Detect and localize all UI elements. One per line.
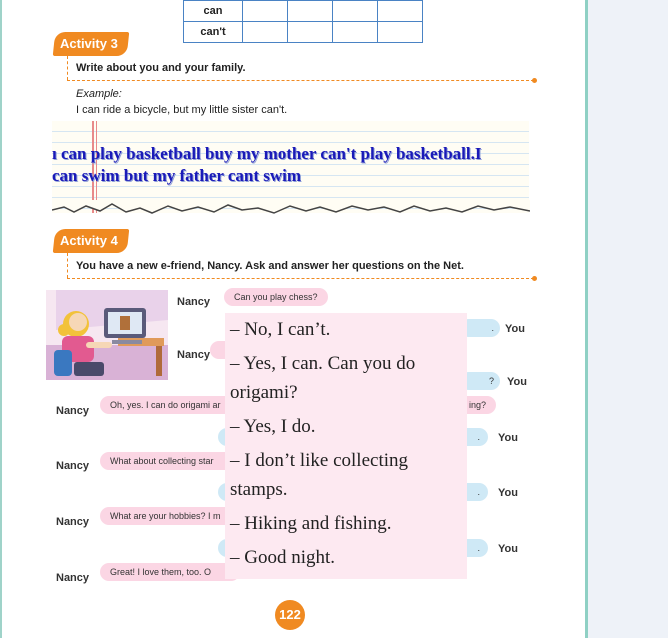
nancy-message-tail: ing? [468, 400, 486, 410]
speaker-you: You [498, 432, 518, 444]
reply-end-mark: ? [488, 376, 494, 386]
activity-3-tab-label: Activity 3 [60, 36, 118, 51]
table-cell [378, 22, 423, 43]
page-number: 122 [275, 600, 305, 630]
speaker-nancy: Nancy [56, 405, 90, 417]
reply-end-mark: . [477, 432, 480, 442]
answer-option[interactable]: – Hiking and fishing. [230, 513, 392, 534]
answer-option[interactable]: – I don’t like collecting stamps. [230, 450, 408, 500]
speaker-nancy: Nancy [56, 516, 90, 528]
table-cell [243, 22, 288, 43]
table-row [184, 22, 423, 43]
activity-3-tab [53, 32, 129, 56]
example-label: Example: [76, 88, 122, 100]
speaker-nancy: Nancy [56, 460, 90, 472]
table-row [184, 1, 423, 22]
right-side-panel [588, 0, 668, 638]
dashed-divider [67, 80, 534, 81]
dashed-divider [67, 278, 534, 279]
speaker-you: You [507, 376, 527, 388]
activity-3-instruction: Write about you and your family. [76, 62, 246, 74]
speaker-you: You [498, 543, 518, 555]
girl-at-computer-illustration [46, 290, 168, 380]
table-cell [288, 22, 333, 43]
handwritten-line: can swim but my father cant swim [52, 166, 302, 185]
answers-list [225, 315, 467, 572]
nancy-message: Great! I love them, too. O [100, 563, 240, 581]
nancy-message-text: Oh, yes. I can do origami ar [110, 400, 221, 410]
activity-4-instruction: You have a new e-friend, Nancy. Ask and answer her questions on the Net. [76, 260, 464, 272]
speaker-nancy: Nancy [56, 572, 90, 584]
example-text: I can ride a bicycle, but my little sister can't. [76, 104, 288, 116]
page-left-edge [0, 0, 2, 638]
table-cell [288, 1, 333, 22]
table-cell [243, 1, 288, 22]
handwritten-answer [52, 143, 529, 187]
answer-option[interactable]: – No, I can’t. [230, 319, 331, 340]
table-cell [333, 22, 378, 43]
answers-panel [225, 313, 467, 579]
nancy-message: What about collecting star [100, 452, 240, 470]
reply-end-mark: . [491, 323, 494, 333]
nancy-message: What are your hobbies? I m [100, 507, 240, 525]
reply-end-mark: . [477, 487, 480, 497]
speaker-nancy: Nancy [177, 296, 211, 308]
speaker-nancy: Nancy [177, 349, 211, 361]
answer-option[interactable]: – Yes, I do. [230, 416, 316, 437]
table-row-label: can [184, 1, 243, 22]
speaker-you: You [498, 487, 518, 499]
torn-paper-edge [52, 200, 530, 222]
table-cell [378, 1, 423, 22]
can-cant-table [183, 0, 423, 43]
answer-option[interactable]: – Yes, I can. Can you do origami? [230, 353, 416, 403]
table-row-label: can't [184, 22, 243, 43]
answer-option[interactable]: – Good night. [230, 547, 336, 568]
nancy-message: Can you play chess? [224, 288, 328, 306]
handwritten-line: ı can play basketball buy my mother can't play basketball.I [52, 144, 482, 163]
speaker-you: You [505, 323, 525, 335]
reply-end-mark: . [477, 543, 480, 553]
dashed-guide [67, 56, 68, 80]
activity-4-tab-label: Activity 4 [60, 233, 118, 248]
activity-4-tab [53, 229, 129, 253]
dashed-guide [67, 253, 68, 278]
table-cell [333, 1, 378, 22]
